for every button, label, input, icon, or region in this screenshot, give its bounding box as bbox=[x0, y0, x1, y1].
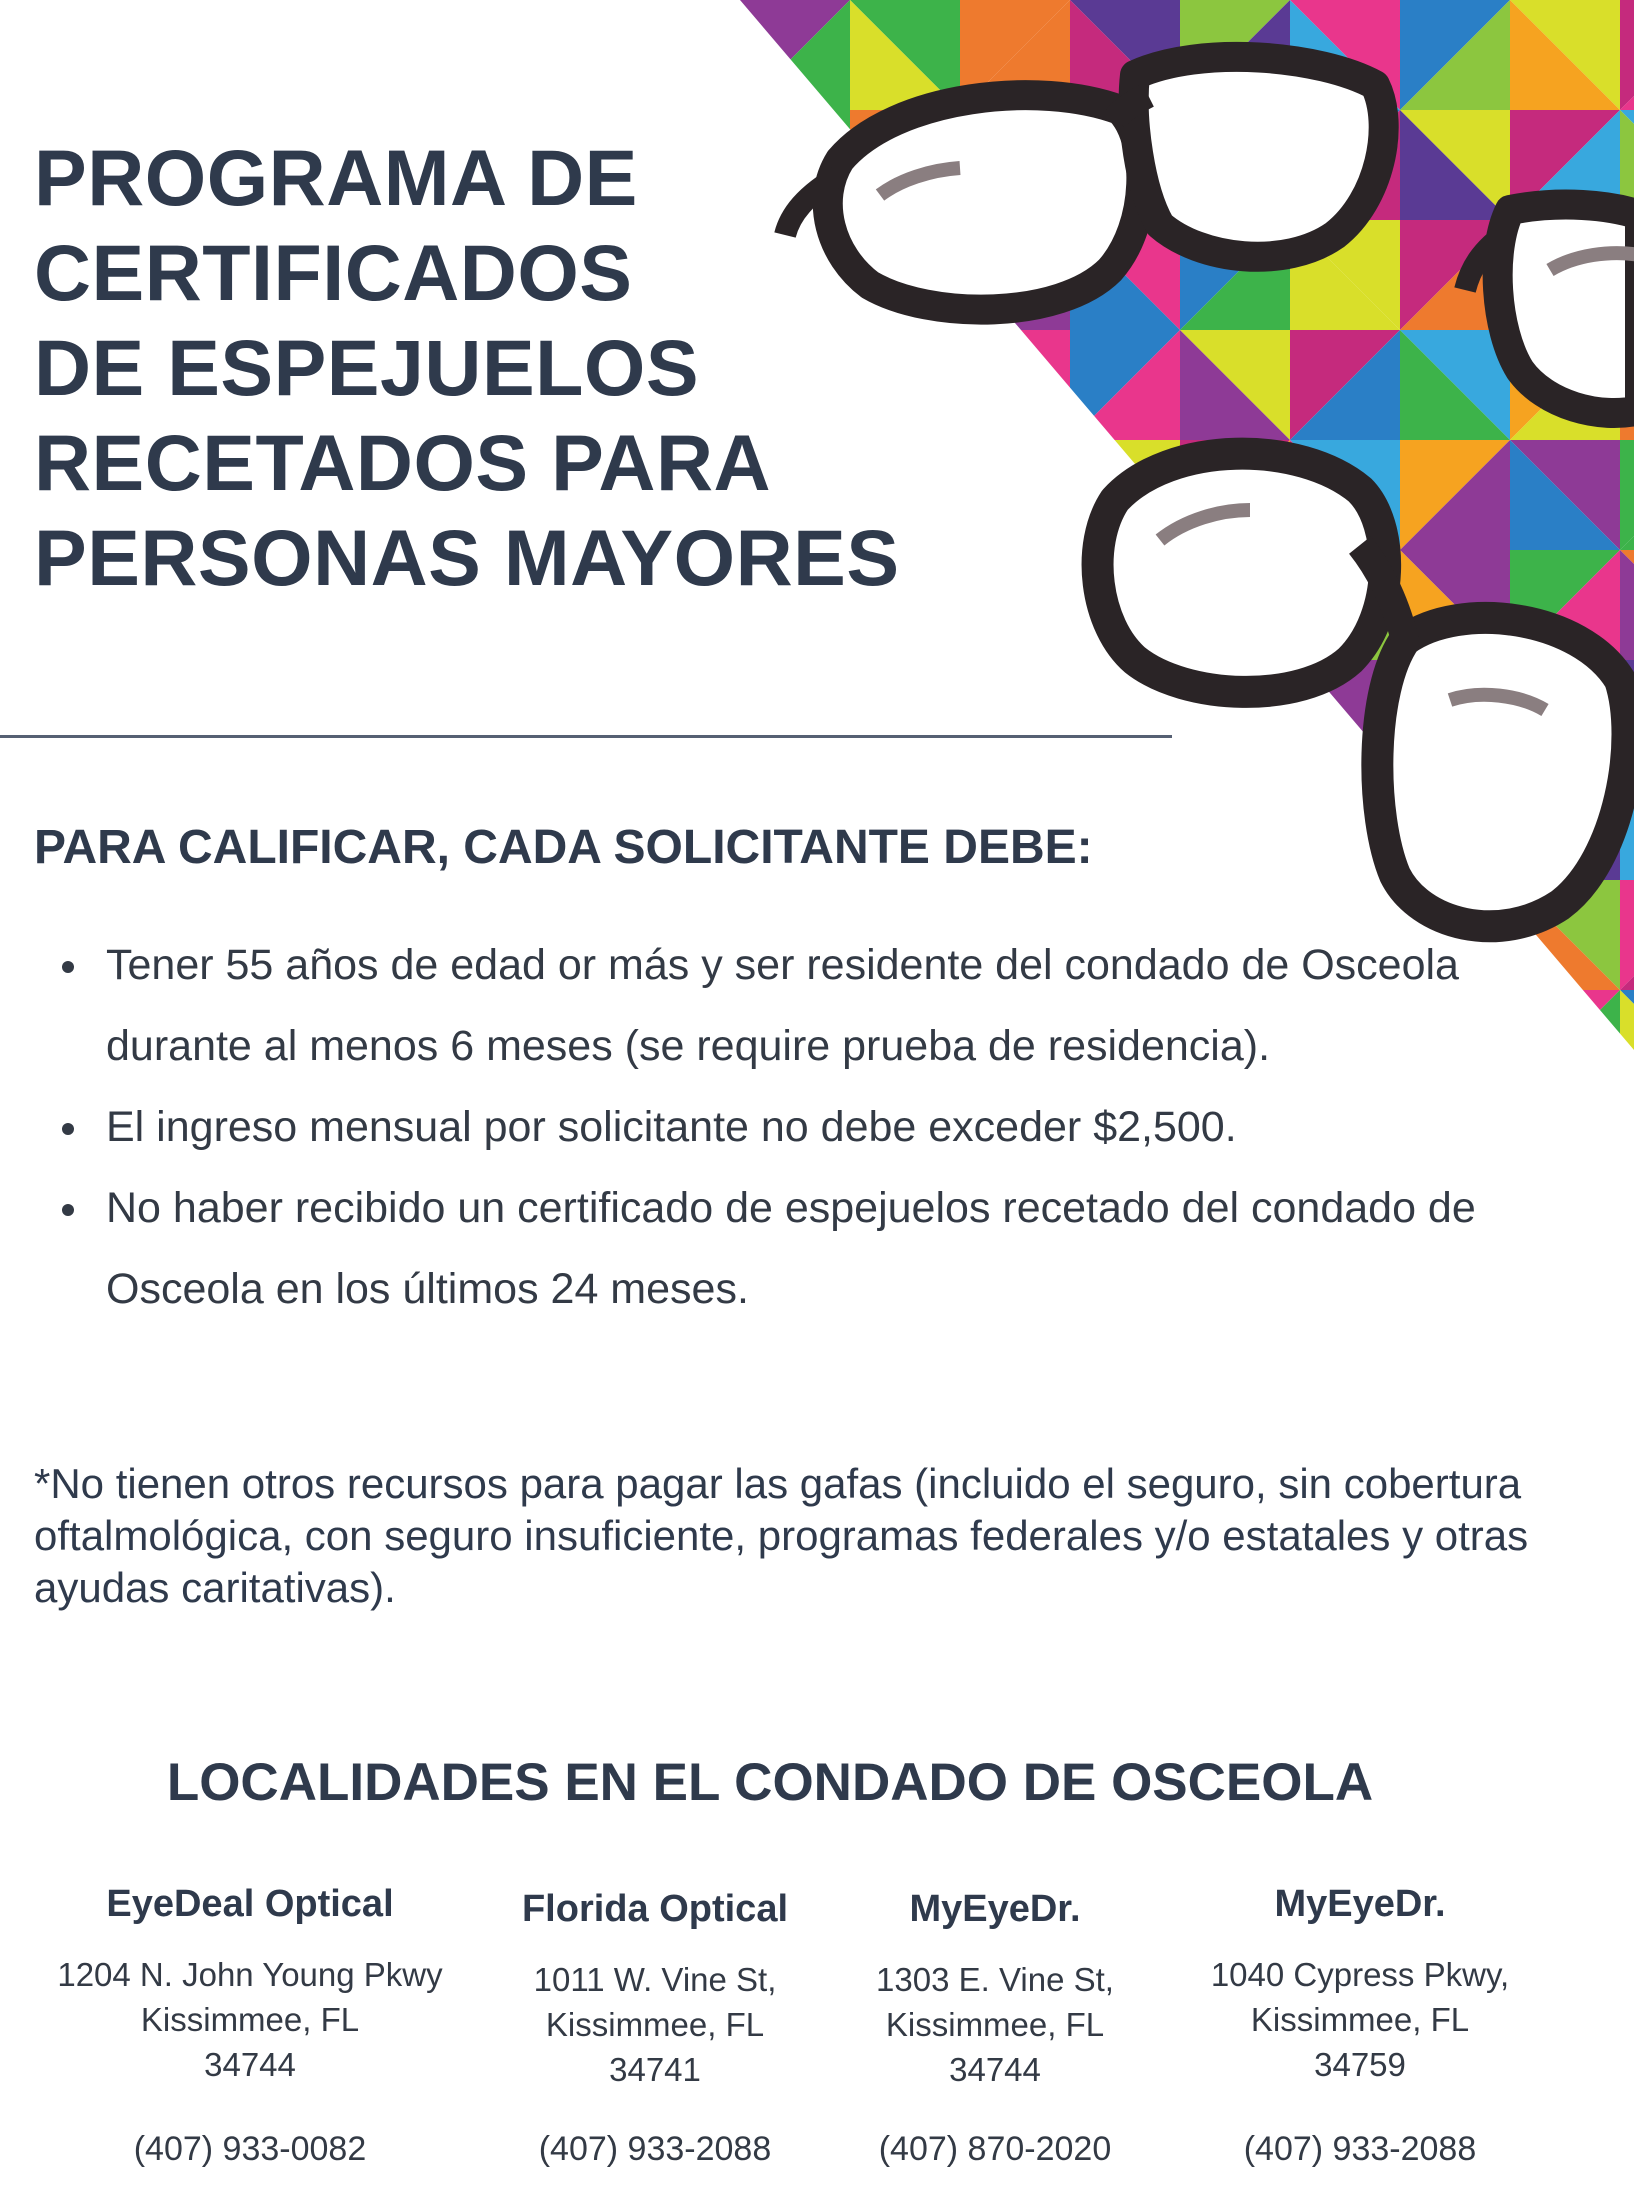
location-card-myeyedr-vine bbox=[845, 1885, 1145, 2185]
address-line: 1303 E. Vine St, bbox=[876, 1961, 1114, 1998]
location-card-myeyedr-cypress bbox=[1170, 1880, 1550, 2180]
title-line: RECETADOS PARA bbox=[34, 418, 772, 507]
address-line: 34744 bbox=[949, 2051, 1041, 2088]
location-name: Florida Optical bbox=[521, 1888, 789, 1930]
mosaic-triangle bbox=[960, 440, 1070, 550]
footnote: *No tienen otros recursos para pagar las gafas (incluido el seguro, sin cobertura oftalmológica, con seguro insuficiente, programas federales y/o estatales y otras ayudas caritativas). bbox=[34, 1460, 1529, 1611]
title-line: CERTIFICADOS bbox=[34, 228, 633, 317]
address-line: 34759 bbox=[1314, 2046, 1406, 2083]
mosaic-triangle bbox=[850, 660, 960, 770]
address-line: 34741 bbox=[609, 2051, 701, 2088]
location-card-florida-optical bbox=[495, 1885, 815, 2185]
location-name: MyEyeDr. bbox=[1274, 1883, 1446, 1925]
title-line: PERSONAS MAYORES bbox=[34, 513, 900, 602]
address-line: Kissimmee, FL bbox=[885, 2006, 1105, 2043]
location-phone: (407) 933-0082 bbox=[133, 2130, 367, 2168]
mosaic-triangle bbox=[850, 660, 960, 770]
location-card-eyedeal bbox=[20, 1880, 480, 2180]
address-line: Kissimmee, FL bbox=[1250, 2001, 1470, 2038]
mosaic-triangle bbox=[1180, 770, 1290, 880]
location-address bbox=[495, 1957, 815, 2092]
address-line: 1040 Cypress Pkwy, bbox=[1210, 1956, 1510, 1993]
location-address bbox=[1170, 1952, 1550, 2087]
mosaic-triangle bbox=[960, 660, 1070, 770]
title-line: PROGRAMA DE bbox=[34, 133, 638, 222]
mosaic-triangle bbox=[1620, 440, 1634, 550]
mosaic-triangle bbox=[1620, 880, 1634, 990]
mosaic-triangle bbox=[1510, 990, 1620, 1100]
address-line: 1204 N. John Young Pkwy bbox=[57, 1956, 443, 1993]
address-line: 34744 bbox=[204, 2046, 296, 2083]
title-line: DE ESPEJUELOS bbox=[34, 323, 700, 412]
requirement-item: No haber recibido un certificado de espejuelos recetado del condado de Osceola en los últimos 24 meses. bbox=[60, 1168, 1480, 1330]
requirement-item: El ingreso mensual por solicitante no debe exceder $2,500. bbox=[60, 1087, 1480, 1168]
mosaic-triangle bbox=[960, 550, 1070, 660]
mosaic-triangle bbox=[960, 550, 1070, 660]
mosaic-triangle bbox=[1620, 0, 1634, 110]
address-line: Kissimmee, FL bbox=[545, 2006, 765, 2043]
location-phone: (407) 933-2088 bbox=[538, 2130, 772, 2168]
mosaic-triangle bbox=[740, 660, 850, 770]
address-line: Kissimmee, FL bbox=[140, 2001, 360, 2038]
location-name: EyeDeal Optical bbox=[106, 1883, 394, 1925]
location-address bbox=[20, 1952, 480, 2087]
requirements-list bbox=[60, 925, 1480, 1330]
mosaic-triangle bbox=[1180, 770, 1290, 880]
location-phone: (407) 870-2020 bbox=[878, 2130, 1112, 2168]
mosaic-triangle bbox=[1620, 550, 1634, 660]
horizontal-divider bbox=[0, 735, 1172, 738]
location-phone: (407) 933-2088 bbox=[1243, 2130, 1477, 2168]
mosaic-triangle bbox=[1620, 990, 1634, 1100]
requirement-item: Tener 55 años de edad or más y ser residente del condado de Osceola durante al menos 6 meses (se require prueba de residencia). bbox=[60, 925, 1480, 1087]
locations-heading: LOCALIDADES EN EL CONDADO DE OSCEOLA bbox=[166, 1753, 1374, 1812]
mosaic-triangle bbox=[960, 660, 1070, 770]
mosaic-triangle bbox=[960, 330, 1070, 440]
location-name: MyEyeDr. bbox=[909, 1888, 1081, 1930]
location-address bbox=[845, 1957, 1145, 2092]
qualify-heading: PARA CALIFICAR, CADA SOLICITANTE DEBE: bbox=[34, 821, 1093, 874]
mosaic-triangle bbox=[960, 440, 1070, 550]
page-title bbox=[34, 130, 900, 605]
mosaic-triangle bbox=[740, 660, 850, 770]
address-line: 1011 W. Vine St, bbox=[533, 1961, 777, 1998]
